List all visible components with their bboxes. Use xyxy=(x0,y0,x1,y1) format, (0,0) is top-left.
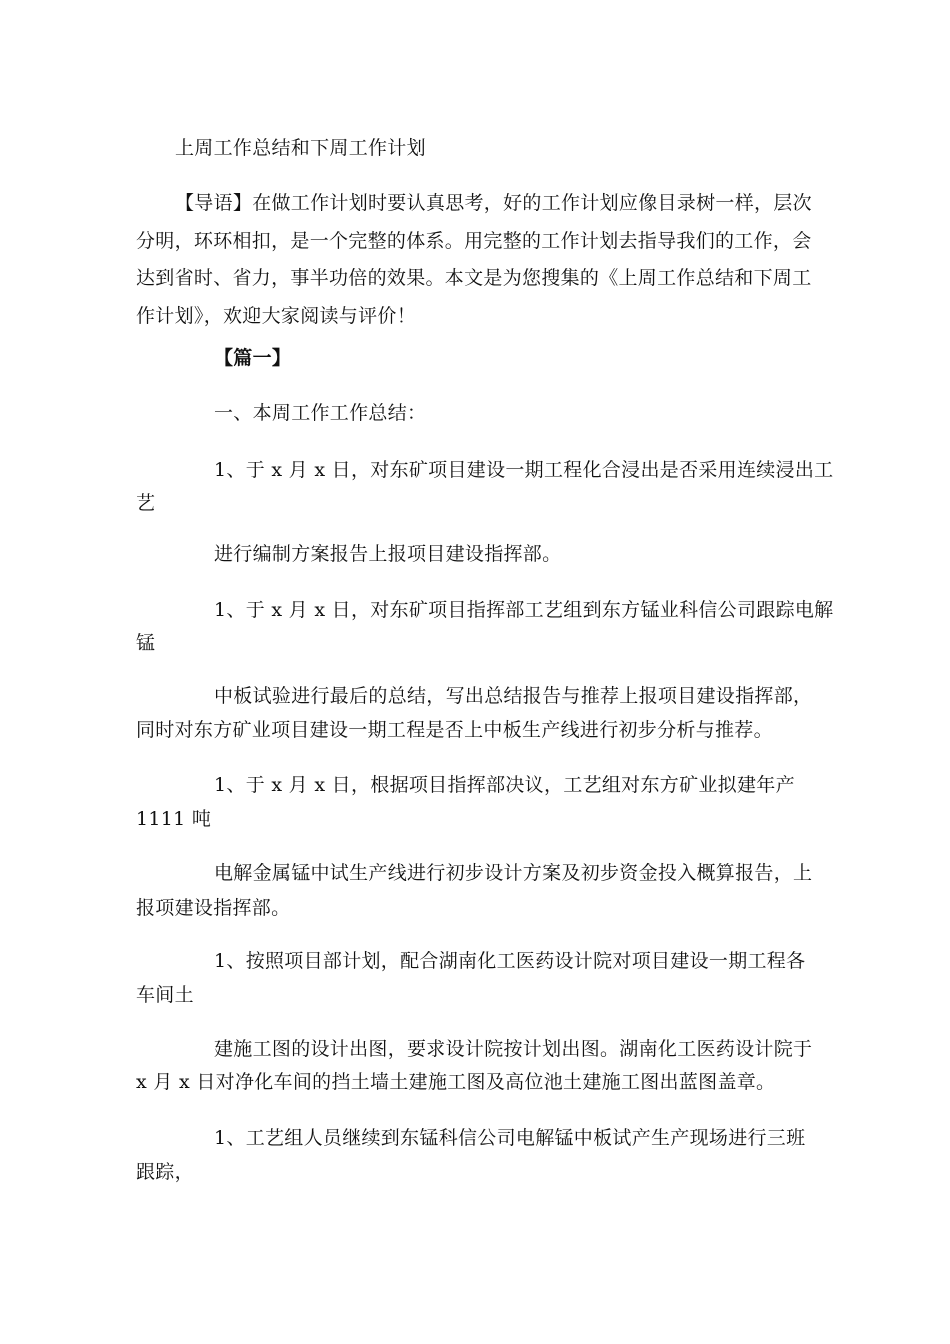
paragraph-line: 车间土 xyxy=(136,984,194,1006)
paragraph-line: 报项建设指挥部。 xyxy=(136,897,291,919)
intro-line-3: 达到省时、省力，事半功倍的效果。本文是为您搜集的《上周工作总结和下周工 xyxy=(136,267,812,289)
paragraph-line: 锰 xyxy=(136,632,156,654)
document-title: 上周工作总结和下周工作计划 xyxy=(175,137,426,159)
paragraph-line: 中板试验进行最后的总结，写出总结报告与推荐上报项目建设指挥部， xyxy=(214,685,813,707)
intro-line-1: 【导语】在做工作计划时要认真思考，好的工作计划应像目录树一样，层次 xyxy=(175,192,812,214)
subheading: 一、本周工作工作总结： xyxy=(214,402,427,424)
paragraph-line: 电解金属锰中试生产线进行初步设计方案及初步资金投入概算报告，上 xyxy=(214,862,813,884)
paragraph-line: 1、于 x 月 x 日，对东矿项目指挥部工艺组到东方锰业科信公司跟踪电解 xyxy=(214,599,834,621)
paragraph-line: 同时对东方矿业项目建设一期工程是否上中板生产线进行初步分析与推荐。 xyxy=(136,719,773,741)
paragraph-line: 1111 吨 xyxy=(136,808,212,830)
paragraph-line: 进行编制方案报告上报项目建设指挥部。 xyxy=(214,543,562,565)
paragraph-line: 1、按照项目部计划，配合湖南化工医药设计院对项目建设一期工程各 xyxy=(214,950,806,972)
paragraph-line: 1、于 x 月 x 日，根据项目指挥部决议，工艺组对东方矿业拟建年产 xyxy=(214,774,795,796)
intro-line-4: 作计划》，欢迎大家阅读与评价！ xyxy=(136,305,417,327)
paragraph-line: 跟踪， xyxy=(136,1161,194,1183)
paragraph-line: 艺 xyxy=(136,492,156,514)
paragraph-line: 建施工图的设计出图，要求设计院按计划出图。湖南化工医药设计院于 xyxy=(214,1038,813,1060)
paragraph-line: x 月 x 日对净化车间的挡土墙土建施工图及高位池土建施工图出蓝图盖章。 xyxy=(136,1071,776,1093)
paragraph-line: 1、工艺组人员继续到东锰科信公司电解锰中板试产生产现场进行三班 xyxy=(214,1127,806,1149)
intro-line-2: 分明，环环相扣，是一个完整的体系。用完整的工作计划去指导我们的工作，会 xyxy=(136,230,812,252)
paragraph-line: 1、于 x 月 x 日，对东矿项目建设一期工程化合浸出是否采用连续浸出工 xyxy=(214,459,834,481)
section-heading: 【篇一】 xyxy=(214,347,292,369)
